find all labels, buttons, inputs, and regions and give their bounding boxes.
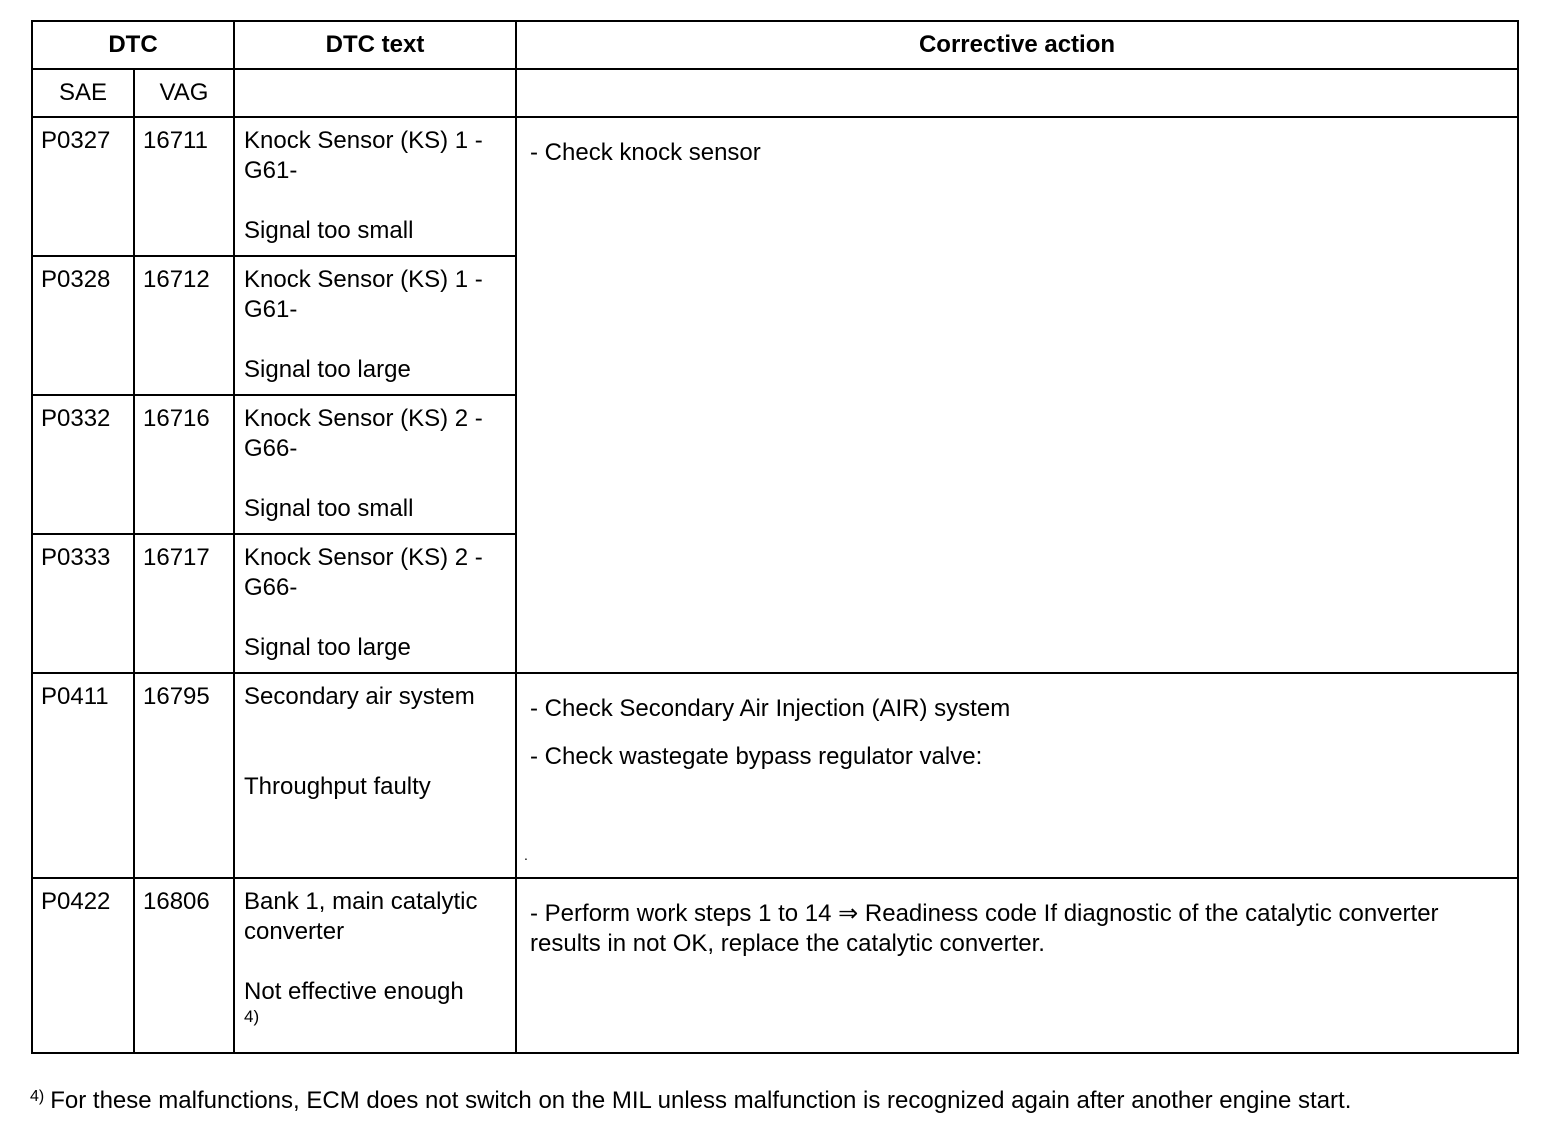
sae-code: P0332 [41,405,111,432]
sae-code: P0333 [41,544,111,571]
dtc-condition: Signal too small [244,495,414,522]
corrective-action-cell [516,117,1518,673]
dtc-name: Bank 1, main catalytic converter [244,888,478,945]
dtc-name: Knock Sensor (KS) 1 -G61- [244,266,483,323]
header-vag: VAG [134,69,234,117]
header-dtc-text: DTC text [234,21,516,69]
subheader-empty [516,69,1518,117]
sae-code: P0327 [41,127,111,154]
vag-code: 16806 [143,888,210,915]
subheader-row [32,69,1518,117]
dtc-condition: Not effective enough [244,978,464,1005]
header-dtc: DTC [32,21,234,69]
dtc-condition: Throughput faulty [244,773,431,800]
table-row [32,673,1518,878]
vag-code: 16795 [143,683,210,710]
dtc-name: Secondary air system [244,683,475,710]
action-text: - Check Secondary Air Injection (AIR) system [530,695,1011,722]
dtc-condition: Signal too large [244,356,411,383]
action-text: - Check wastegate bypass regulator valve: [530,743,983,770]
sae-code: P0422 [41,888,111,915]
vag-code: 16716 [143,405,210,432]
dtc-table [31,20,1519,1054]
table-row [32,878,1518,1053]
action-text: - Check knock sensor [530,139,761,166]
action-dot: . [524,847,528,863]
header-row [32,21,1518,69]
footnote-reference: 4) [244,1007,260,1026]
vag-code: 16717 [143,544,210,571]
dtc-condition: Signal too large [244,634,411,661]
dtc-name: Knock Sensor (KS) 2 -G66- [244,405,483,462]
footnote [30,1086,1351,1116]
table-row [32,117,1518,256]
footnote-marker: 4) [30,1088,45,1105]
sae-code: P0411 [41,683,109,710]
action-text: - Perform work steps 1 to 14 ⇒ Readiness code If diagnostic of the catalytic converter results in not OK, replace the catalytic converter. [530,900,1439,957]
vag-code: 16712 [143,266,210,293]
header-corrective-action: Corrective action [516,21,1518,69]
corrective-action-cell [516,673,1518,878]
dtc-condition: Signal too small [244,217,414,244]
header-sae: SAE [32,69,134,117]
footnote-text: For these malfunctions, ECM does not switch on the MIL unless malfunction is recognized again after another engine start. [50,1087,1352,1114]
subheader-empty [234,69,516,117]
dtc-name: Knock Sensor (KS) 1 -G61- [244,127,483,184]
sae-code: P0328 [41,266,111,293]
corrective-action-cell [516,878,1518,1053]
dtc-name: Knock Sensor (KS) 2 -G66- [244,544,483,601]
vag-code: 16711 [143,127,208,154]
